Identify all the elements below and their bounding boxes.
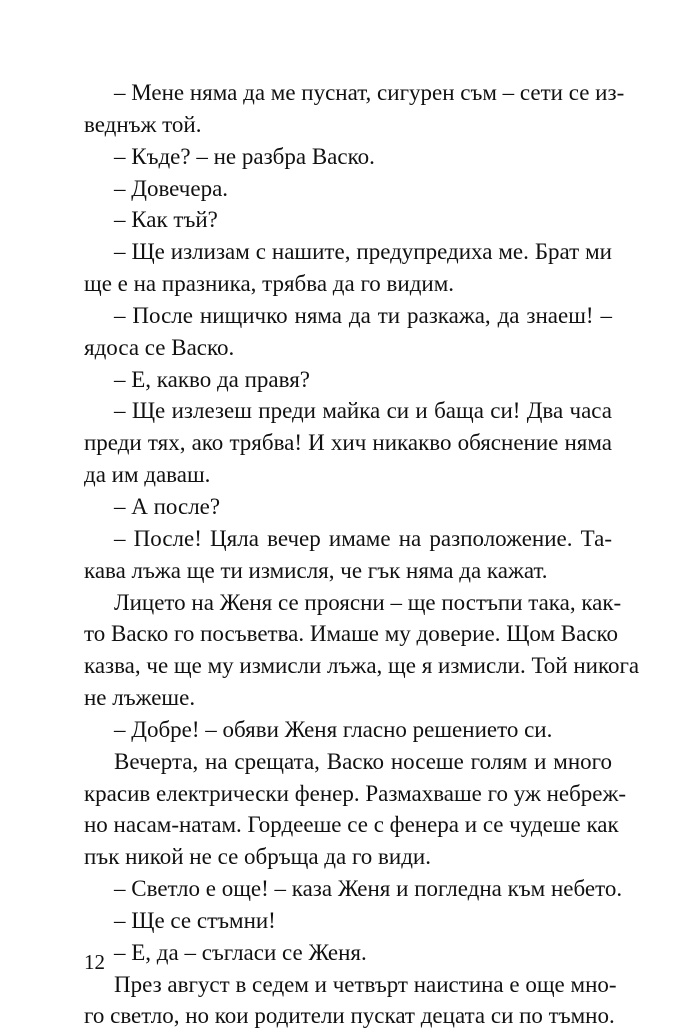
- text-line: ще е на празника, трябва да го видим.: [84, 271, 455, 297]
- text-line: то Васко го посъветва. Имаше му доверие. Щом Васко: [84, 621, 619, 647]
- text-line: – После нищичко няма да ти разкажа, да знаеш! –: [114, 302, 612, 328]
- text-line: – Е, какво да правя?: [114, 366, 310, 392]
- text-line: – Довечера.: [114, 175, 229, 201]
- text-line: – Мене няма да ме пуснат, сигурен съм – сети се из-: [114, 80, 625, 105]
- text-line: – Как тъй?: [114, 207, 218, 233]
- text-line: – После! Цяла вечер имаме на разположение. Та-: [114, 525, 612, 551]
- body-text: [84, 77, 640, 1032]
- text-line: го светло, но кои родители пускат децата си по тъмно.: [84, 1003, 615, 1029]
- text-line: красив електрически фенер. Размахваше го уж небреж-: [84, 780, 627, 806]
- text-line: кава лъжа ще ти измисля, че гък няма да кажат.: [84, 557, 548, 583]
- page-number: 12: [84, 950, 105, 974]
- text-line: пък никой не се обръща да го види.: [84, 844, 431, 870]
- text-line: не лъжеше.: [84, 685, 196, 711]
- text-line: преди тях, ако трябва! И хич никакво обяснение няма: [84, 430, 612, 456]
- text-line: – А после?: [114, 493, 221, 519]
- text-line: ядоса се Васко.: [84, 334, 235, 360]
- text-line: казва, че ще му измисли лъжа, ще я измисли. Той никога: [84, 653, 640, 679]
- text-line: – Ще излизам с нашите, предупредиха ме. Брат ми: [114, 239, 612, 265]
- text-line: но насам-натам. Гордееше се с фенера и се чудеше как: [84, 812, 619, 838]
- text-line: Вечерта, на срещата, Васко носеше голям и много: [114, 748, 612, 774]
- text-line: През август в седем и четвърт наистина е още мно-: [114, 971, 617, 997]
- text-line: – Добре! – обяви Женя гласно решението си.: [114, 716, 553, 742]
- text-line: да им даваш.: [84, 462, 211, 488]
- text-line: – Къде? – не разбра Васко.: [114, 143, 375, 169]
- text-line: – Е, да – съгласи се Женя.: [114, 939, 367, 965]
- text-line: веднъж той.: [84, 111, 202, 137]
- text-line: – Ще излезеш преди майка си и баща си! Два часа: [114, 398, 612, 424]
- text-line: – Светло е още! – каза Женя и погледна към небето.: [114, 876, 623, 902]
- text-line: – Ще се стъмни!: [114, 907, 276, 933]
- text-line: Лицето на Женя се проясни – ще постъпи така, как-: [114, 589, 622, 615]
